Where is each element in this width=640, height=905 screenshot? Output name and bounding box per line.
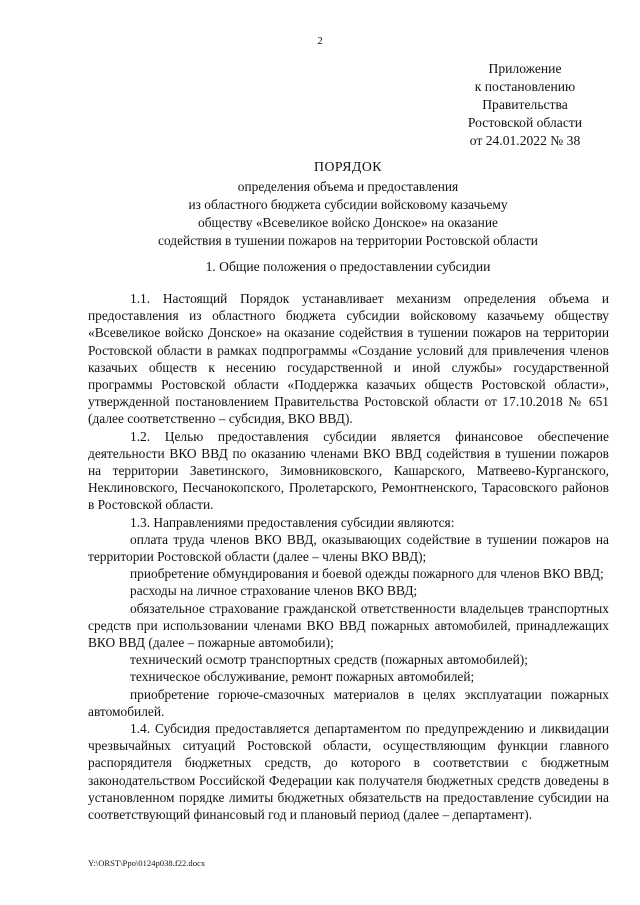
document-title [88,158,608,250]
paragraph-1-3: 1.3. Направлениями предоставления субсидии являются: [130,514,455,530]
paragraph-1-2: 1.2. Целью предоставления субсидии является финансовое обеспечение деятельности ВКО ВВД по оказанию членами ВКО ВВД содействия в тушении пожаров на территории Заветинского, Зимовниковского, Кашарского, Матвеево-Курганского, Неклиновского, Песчанокопского, Пролетарского, Ремонтненского, Тарасовского районов в Ростовской области. [88,428,609,513]
list-item: оплата труда членов ВКО ВВД, оказывающих содействие в тушении пожаров на территории Ростовской области (далее – члены ВКО ВВД); [88,531,609,565]
page-number: 2 [317,35,323,47]
title-line: обществу «Всевеликое войско Донское» на оказание [198,215,498,230]
title-line: определения объема и предоставления [237,179,459,194]
appendix-line: Правительства [482,97,568,112]
paragraph-1-1: 1.1. Настоящий Порядок устанавливает механизм определения объема и предоставления из областного бюджета субсидии войсковому казачьему обществу «Всевеликое войско Донское» на оказание содействия в тушении пожаров на территории Ростовской области в рамках подпрограммы «Создание условий для привлечения членов казачьих обществ к несению государственной и иной службы» государственной программы Ростовской области «Поддержка казачьих обществ Ростовской области», утвержденной постановлением Правительства Ростовской области от 17.10.2018 № 651 (далее соответственно – субсидия, ВКО ВВД). [88,291,609,427]
title-line: содействия в тушении пожаров на территории Ростовской области [158,233,538,248]
appendix-line: от 24.01.2022 № 38 [469,133,581,148]
list-item: расходы на личное страхование членов ВКО ВВД; [130,583,418,599]
section-heading: 1. Общие положения о предоставлении субсидии [205,259,491,274]
appendix-line: Ростовской области [467,115,583,130]
file-path-footer: Y:\ORST\Ppo\0124p038.f22.docx [88,858,206,868]
paragraph-1-4: 1.4. Субсидия предоставляется департаментом по предупреждению и ликвидации чрезвычайных ситуаций Ростовской области, осуществляющим функции главного распорядителя бюджетных средств, до которого в соответствии с бюджетным законодательством Российской Федерации как получателя бюджетных средств доведены в установленном порядке лимиты бюджетных обязательств на предоставление субсидии на соответствующий финансовый год и плановый период (далее – департамент). [88,721,609,823]
appendix-line: к постановлению [474,79,576,94]
list-item: приобретение горюче-смазочных материалов в целях эксплуатации пожарных автомобилей. [88,686,609,719]
list-item: техническое обслуживание, ремонт пожарных автомобилей; [130,669,475,685]
list-item: обязательное страхование гражданской ответственности владельцев транспортных средств при использовании членами ВКО ВВД пожарных автомобилей, принадлежащих ВКО ВВД (далее – пожарные автомобили); [88,600,609,651]
document-body [88,290,609,823]
title-line: из областного бюджета субсидии войсковому казачьему [188,197,508,212]
appendix-line: Приложение [488,61,562,76]
appendix-block [440,60,610,150]
title-heading: ПОРЯДОК [313,159,382,174]
list-item: приобретение обмундирования и боевой одежды пожарного для членов ВКО ВВД; [130,566,604,582]
list-item: технический осмотр транспортных средств (пожарных автомобилей); [130,652,528,668]
